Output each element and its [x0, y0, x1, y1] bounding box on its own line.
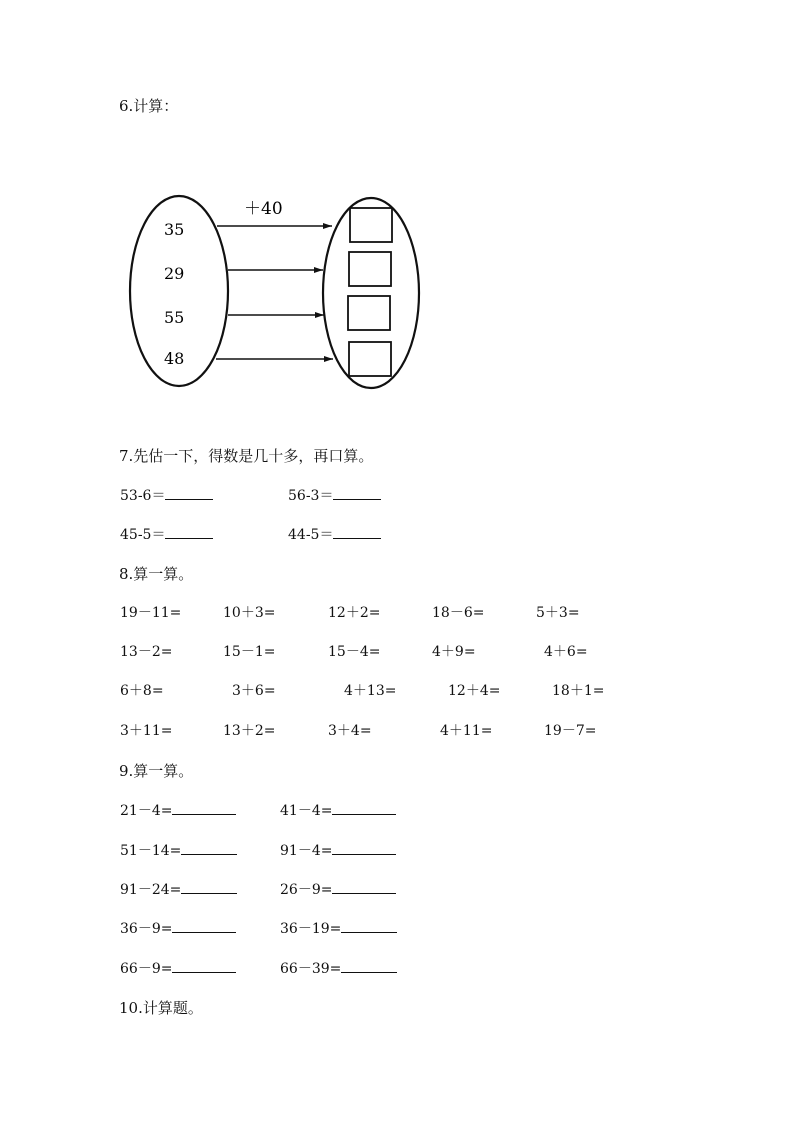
q8-problem: 18＋1=: [552, 683, 605, 699]
answer-blank: [181, 840, 237, 855]
answer-blank: [332, 800, 396, 815]
input-value: 35: [164, 220, 185, 239]
q7-problem: 45-5＝: [120, 524, 213, 545]
q7-problem: 56-3＝: [288, 485, 381, 506]
answer-blank: [332, 879, 396, 894]
q8-row: [0, 721, 794, 741]
operation-label: ＋40: [244, 199, 283, 219]
q9-problem: 36－9=: [120, 918, 236, 939]
answer-blank: [333, 485, 381, 500]
q9-heading: 9.算一算。: [119, 762, 194, 780]
q9-row: [0, 840, 794, 860]
q9-problem: 91－4=: [280, 840, 396, 861]
q8-problem: 4＋9=: [432, 644, 476, 660]
answer-blank: [172, 918, 236, 933]
q8-problem: 12＋4=: [448, 683, 501, 699]
q8-problem: 19－11=: [120, 605, 182, 621]
input-value: 29: [164, 264, 185, 283]
answer-box: [348, 296, 390, 330]
q7-row: [0, 485, 794, 505]
input-value: 48: [164, 349, 185, 368]
q6-mapping-diagram: [126, 190, 426, 395]
q8-problem: 6＋8=: [120, 683, 164, 699]
q8-problem: 4＋11=: [440, 723, 493, 739]
q8-problem: 13－2=: [120, 644, 173, 660]
answer-box: [349, 342, 391, 376]
q8-problem: 3＋6=: [232, 683, 276, 699]
q8-problem: 15－4=: [328, 644, 381, 660]
q9-problem: 36－19=: [280, 918, 397, 939]
q9-problem: 91－24=: [120, 879, 237, 900]
q6-heading: 6.计算：: [119, 97, 179, 115]
answer-box: [350, 208, 392, 242]
q8-problem: 3＋4=: [328, 723, 372, 739]
q9-problem: 66－39=: [280, 958, 397, 979]
answer-blank: [165, 524, 213, 539]
q8-problem: 4＋13=: [344, 683, 397, 699]
q7-problem: 44-5＝: [288, 524, 381, 545]
q8-problem: 12＋2=: [328, 605, 381, 621]
q9-row: [0, 879, 794, 899]
answer-box: [349, 252, 391, 286]
answer-blank: [333, 524, 381, 539]
q8-heading: 8.算一算。: [119, 565, 194, 583]
q8-row: [0, 642, 794, 662]
output-ellipse: [323, 198, 419, 388]
q7-heading: 7.先估一下，得数是几十多，再口算。: [119, 447, 374, 465]
answer-blank: [165, 485, 213, 500]
answer-blank: [172, 800, 236, 815]
q9-problem: 41－4=: [280, 800, 396, 821]
q7-row: [0, 524, 794, 544]
answer-blank: [172, 958, 236, 973]
q8-problem: 4＋6=: [544, 644, 588, 660]
q9-problem: 26－9=: [280, 879, 396, 900]
q9-problem: 66－9=: [120, 958, 236, 979]
q10-heading: 10.计算题。: [119, 999, 203, 1017]
q8-row: [0, 681, 794, 701]
answer-blank: [181, 879, 237, 894]
q9-problem: 21－4=: [120, 800, 236, 821]
q8-row: [0, 603, 794, 623]
q8-problem: 3＋11=: [120, 723, 173, 739]
q8-problem: 19－7=: [544, 723, 597, 739]
answer-blank: [341, 918, 397, 933]
q8-problem: 13＋2=: [223, 723, 276, 739]
q8-problem: 18－6=: [432, 605, 485, 621]
q9-row: [0, 958, 794, 978]
q9-problem: 51－14=: [120, 840, 237, 861]
answer-blank: [332, 840, 396, 855]
q9-row: [0, 918, 794, 938]
q7-problem: 53-6＝: [120, 485, 213, 506]
answer-blank: [341, 958, 397, 973]
q8-problem: 10＋3=: [223, 605, 276, 621]
q8-problem: 5＋3=: [536, 605, 580, 621]
q8-problem: 15－1=: [223, 644, 276, 660]
input-value: 55: [164, 308, 185, 327]
q9-row: [0, 800, 794, 820]
